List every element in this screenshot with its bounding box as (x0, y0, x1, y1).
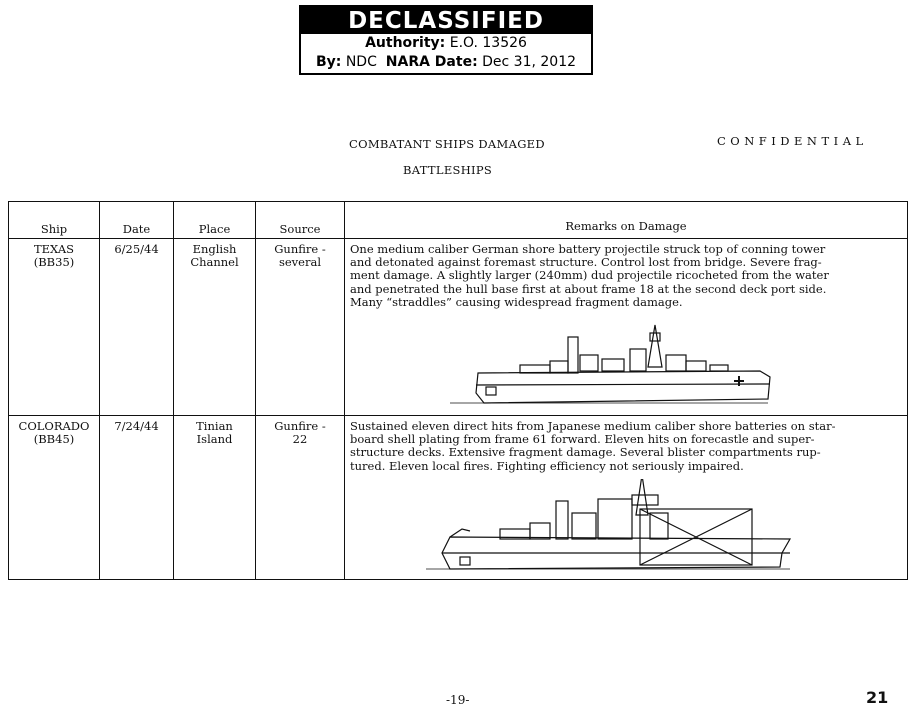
stamp-authority-value: E.O. 13526 (449, 35, 527, 51)
date-cell: 6/25/44 (100, 239, 174, 416)
stamp-by-value: NDC (345, 54, 377, 70)
stamp-authority-line (301, 34, 591, 53)
date-cell: 7/24/44 (100, 416, 174, 580)
remarks-line: Sustained eleven direct hits from Japanese medium caliber shore batteries on star- (350, 419, 836, 434)
table-row (9, 416, 908, 580)
stamp-nara-value: Dec 31, 2012 (482, 54, 577, 70)
column-header-source: Source (256, 202, 345, 239)
place-cell (174, 239, 256, 416)
stamp-by-line (301, 53, 591, 72)
document-title: COMBATANT SHIPS DAMAGED (349, 137, 545, 151)
ship-cell (9, 416, 100, 580)
damage-table (8, 201, 908, 580)
column-header-ship: Ship (9, 202, 100, 239)
remarks-line: One medium caliber German shore battery projectile struck top of conning tower (350, 242, 826, 256)
column-header-remarks: Remarks on Damage (345, 202, 908, 239)
source-line: 22 (292, 432, 308, 447)
source-line: several (278, 255, 322, 270)
table-row (9, 239, 908, 416)
remarks-line: ment damage. A slightly larger (240mm) dud projectile ricocheted from the water (350, 268, 829, 283)
ship-hull-number: (BB35) (33, 255, 75, 270)
place-line: English (192, 242, 237, 256)
ship-name: TEXAS (33, 242, 75, 256)
source-line: Gunfire - (274, 419, 326, 434)
stamp-title: DECLASSIFIED (301, 7, 591, 34)
source-cell (256, 239, 345, 416)
remarks-line: structure decks. Extensive fragment damage. Several blister compartments rup- (350, 445, 821, 460)
ship-hull-number: (BB45) (33, 432, 75, 447)
remarks-cell (345, 239, 908, 416)
declassified-stamp (299, 5, 593, 75)
ship-name: COLORADO (18, 419, 90, 434)
remarks-cell (345, 416, 908, 580)
place-line: Island (196, 432, 233, 447)
stamp-nara-label: NARA Date: (385, 54, 478, 70)
remarks-line: board shell plating from frame 61 forward. Eleven hits on forecastle and super- (350, 432, 815, 447)
document-subtitle: BATTLESHIPS (403, 163, 493, 177)
remarks-line: and penetrated the hull base first at about frame 18 at the second deck port side. (350, 281, 827, 296)
classification-marking: CONFIDENTIAL (717, 134, 868, 148)
source-cell (256, 416, 345, 580)
page-number: 21 (866, 688, 889, 707)
place-line: Tinian (196, 419, 233, 434)
place-line: Channel (190, 255, 239, 270)
remarks-line: tured. Eleven local fires. Fighting efficiency not seriously impaired. (350, 458, 744, 473)
texas-damage-diagram (350, 315, 900, 415)
column-header-place: Place (174, 202, 256, 239)
source-line: Gunfire - (274, 242, 326, 256)
remarks-line: and detonated against foremast structure. Control lost from bridge. Severe frag- (350, 255, 822, 270)
remarks-line: Many “straddles” causing widespread fragment damage. (350, 294, 683, 309)
ship-cell (9, 239, 100, 416)
colorado-damage-diagram (350, 479, 900, 579)
column-header-date: Date (100, 202, 174, 239)
place-cell (174, 416, 256, 580)
document-page-number: -19- (446, 693, 470, 707)
table-header-row (9, 202, 908, 239)
stamp-by-label: By: (315, 54, 342, 70)
stamp-authority-label: Authority: (365, 35, 446, 51)
